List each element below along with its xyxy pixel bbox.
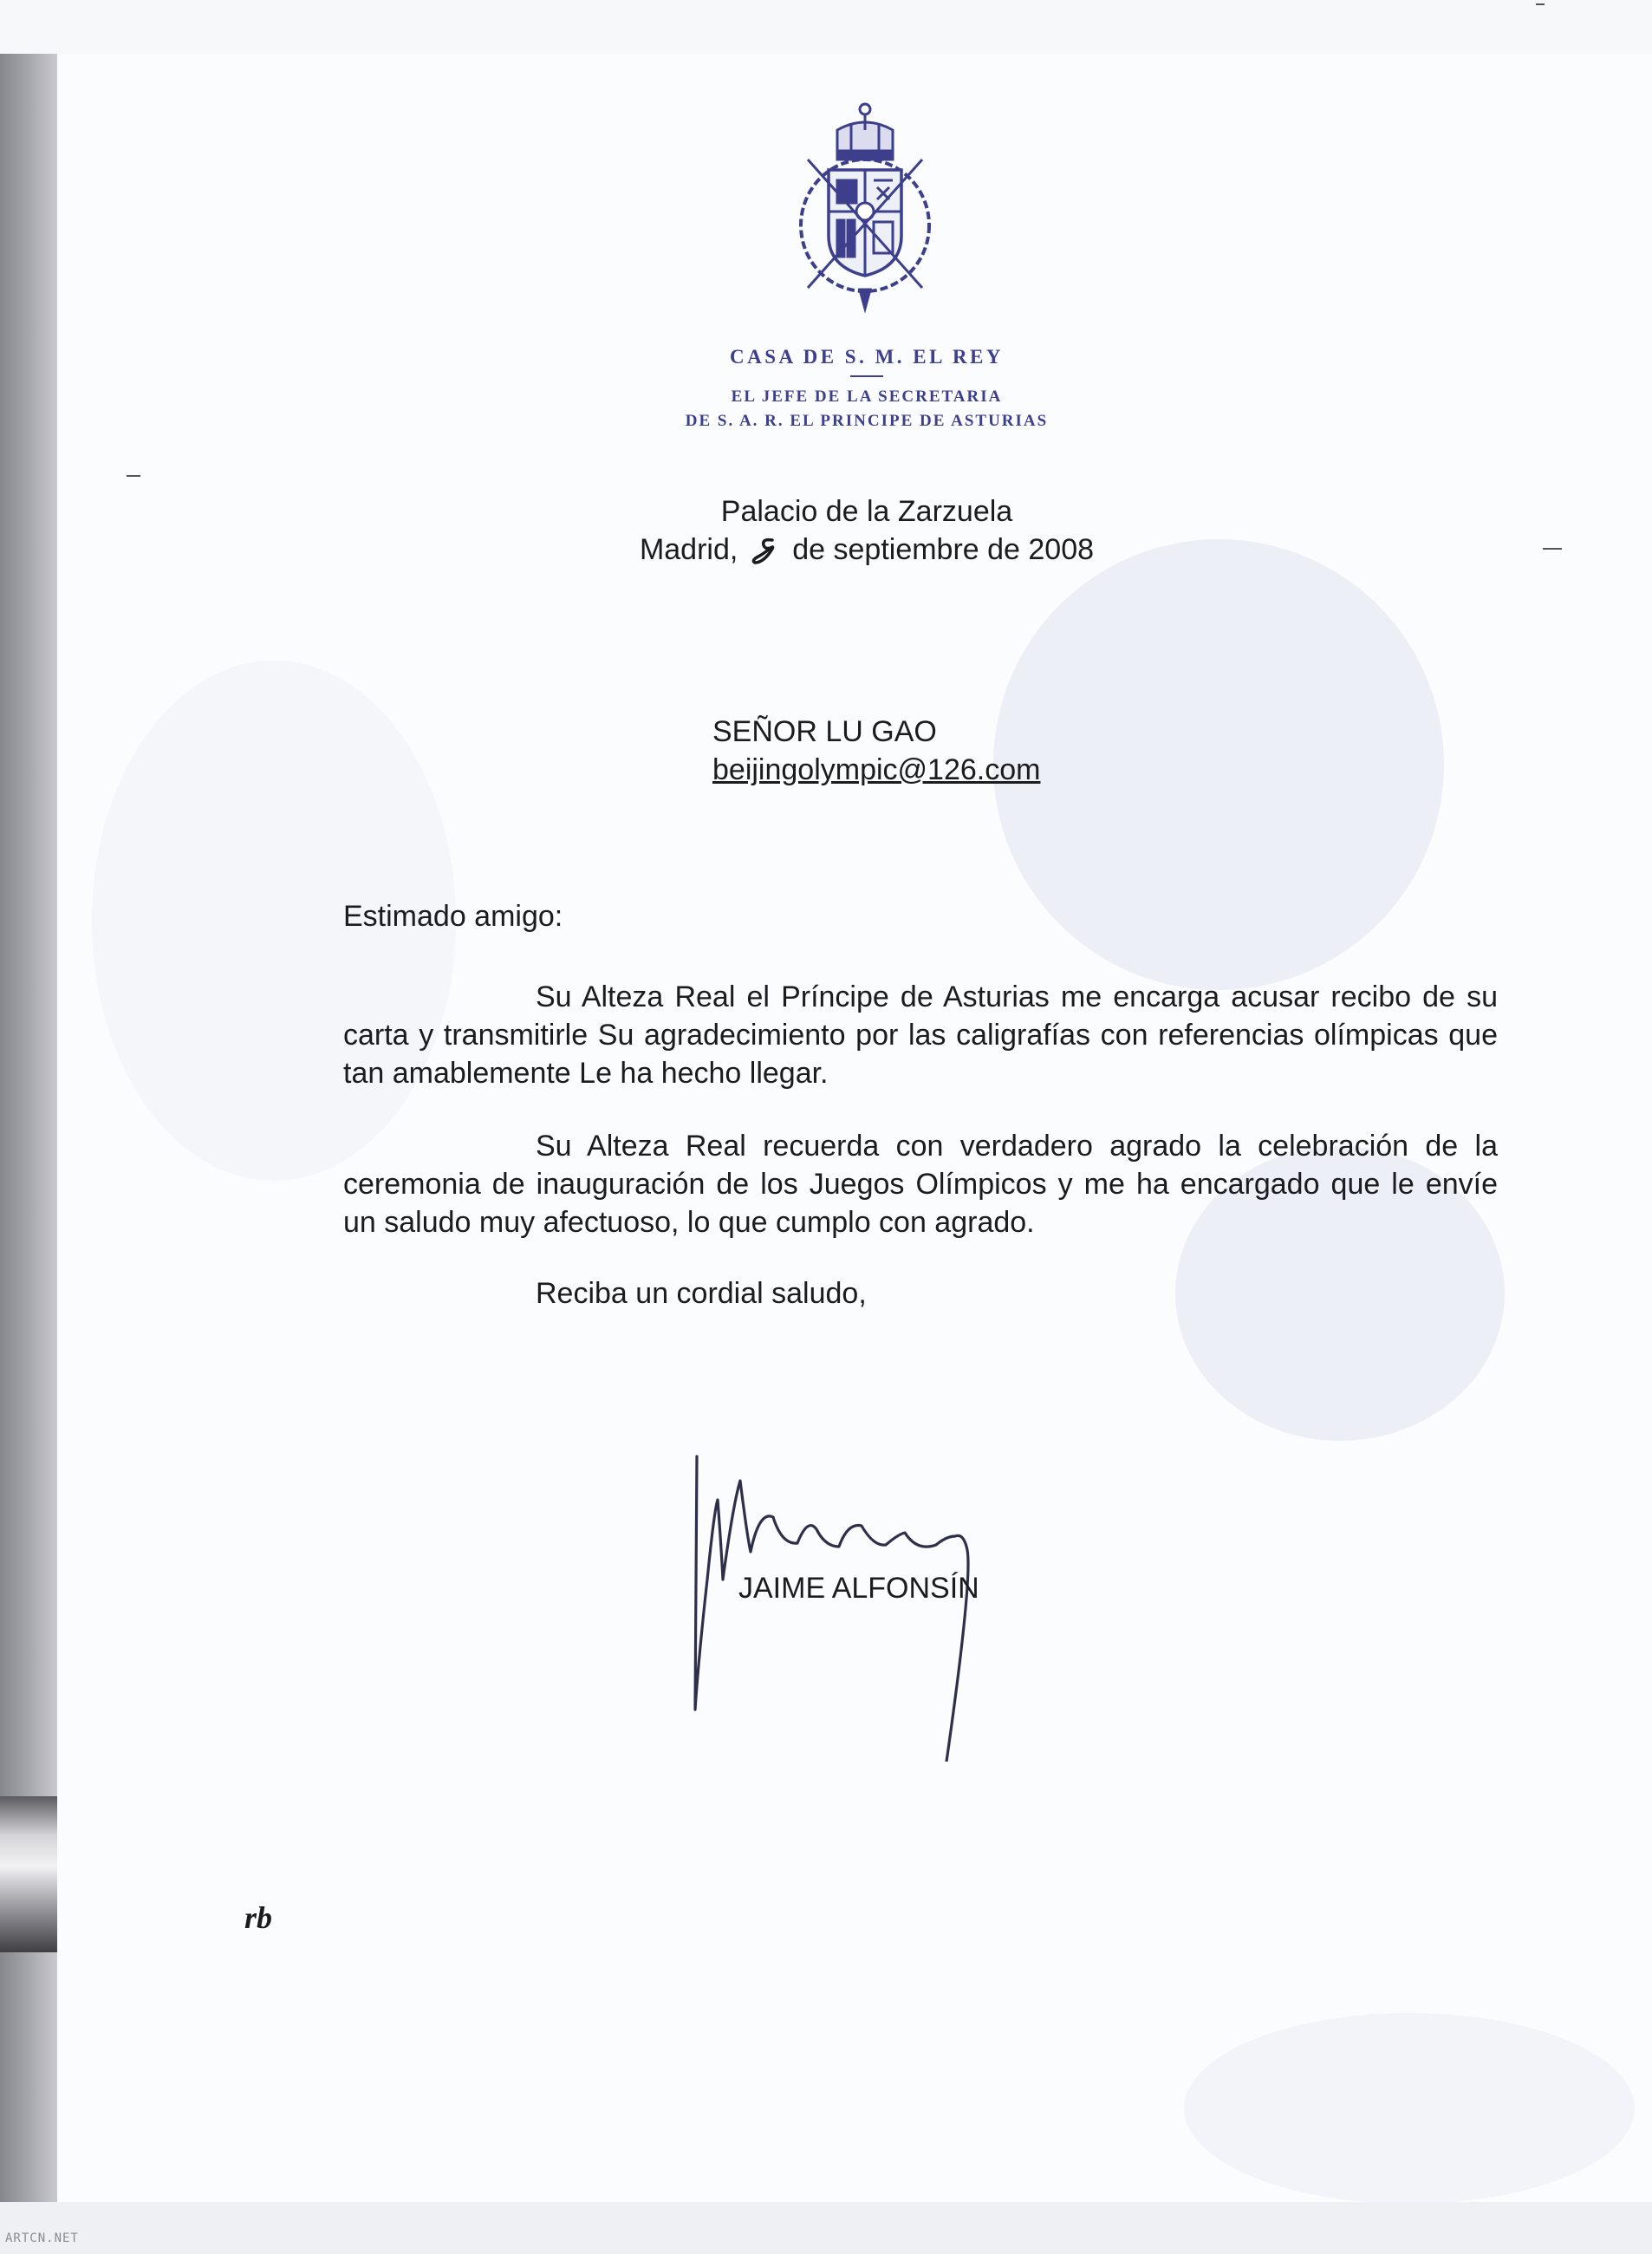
body-paragraph-1: Su Alteza Real el Príncipe de Asturias me encarga acusar recibo de su carta y transmitirle Su agradecimiento por las caligrafías con referencias olímpicas que tan amablemente Le ha hecho llegar. bbox=[343, 980, 1498, 1090]
recipient-block bbox=[712, 713, 1040, 789]
letterhead-divider bbox=[850, 375, 883, 377]
salutation: Estimado amigo: bbox=[343, 900, 563, 933]
date-rest: de septiembre de 2008 bbox=[792, 533, 1095, 566]
recipient-name: SEÑOR LU GAO bbox=[712, 715, 937, 748]
scan-speck bbox=[127, 475, 140, 477]
letterhead-title: CASA DE S. M. EL REY bbox=[729, 346, 1005, 368]
date-line bbox=[520, 531, 1213, 569]
place-line: Palacio de la Zarzuela bbox=[720, 495, 1013, 528]
letterhead-line-1: EL JEFE DE LA SECRETARIA bbox=[731, 388, 1003, 406]
body-paragraph-2: Su Alteza Real recuerda con verdadero agrado la celebración de la ceremonia de inauguración de los Juegos Olímpicos y me ha encargado que le envíe un saludo muy afectuoso, lo que cumplo con agrado. bbox=[343, 1130, 1498, 1239]
letterhead bbox=[520, 345, 1213, 433]
handwritten-day-numeral bbox=[746, 537, 784, 564]
watermark-text: ARTCN.NET bbox=[5, 2231, 79, 2245]
signer-name: JAIME ALFONSÍN bbox=[738, 1572, 979, 1605]
scanner-bottom-margin bbox=[0, 2202, 1652, 2254]
background-watermark bbox=[993, 539, 1444, 990]
typist-initials: rb bbox=[244, 1900, 273, 1935]
date-city: Madrid, bbox=[639, 533, 738, 566]
letterhead-line-2: DE S. A. R. EL PRINCIPE DE ASTURIAS bbox=[685, 412, 1049, 430]
place-and-date bbox=[520, 492, 1213, 569]
background-watermark bbox=[1184, 2013, 1635, 2204]
scanner-top-margin bbox=[0, 0, 1652, 54]
scan-speck bbox=[1536, 3, 1545, 5]
scanner-edge-shadow bbox=[0, 54, 57, 2204]
royal-coat-of-arms-icon bbox=[787, 97, 943, 316]
closing-line: Reciba un cordial saludo, bbox=[536, 1277, 867, 1310]
scan-speck bbox=[1543, 548, 1562, 550]
recipient-email-link[interactable]: beijingolympic@126.com bbox=[712, 753, 1041, 786]
